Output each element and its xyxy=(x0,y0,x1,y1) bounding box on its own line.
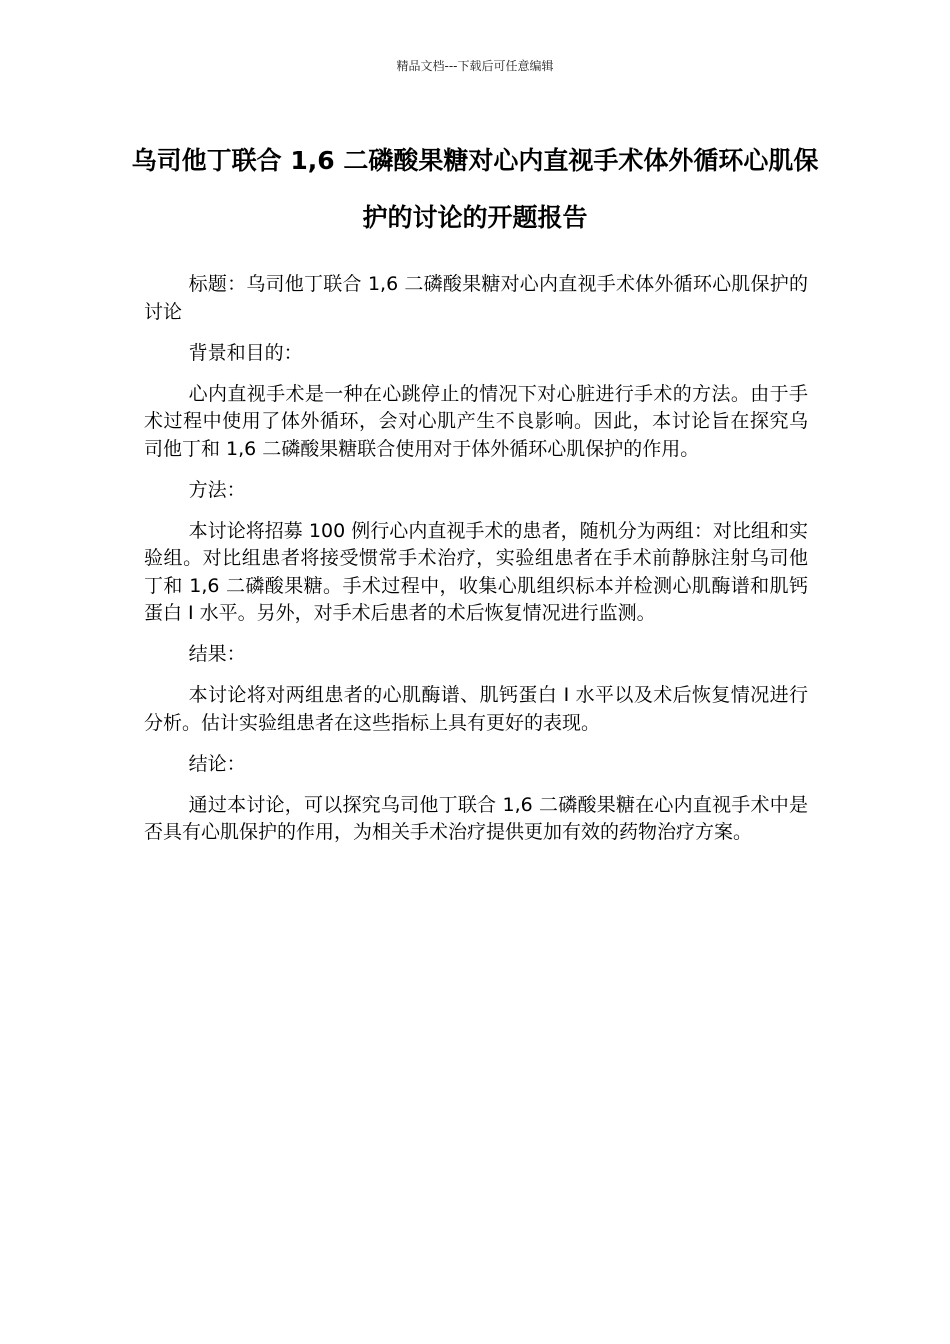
paragraph-conclusion: 通过本讨论，可以探究乌司他丁联合 1,6 二磷酸果糖在心内直视手术中是否具有心肌保护的作用，为相关手术治疗提供更加有效的药物治疗方案。 xyxy=(144,793,808,843)
heading-results: 结果： xyxy=(188,643,246,665)
heading-background: 背景和目的： xyxy=(188,341,303,364)
document-title: 乌司他丁联合 1,6 二磷酸果糖对心内直视手术体外循环心肌保护的讨论的开题报告 xyxy=(131,146,819,232)
heading-methods: 方法： xyxy=(188,478,246,501)
heading-conclusion: 结论： xyxy=(188,752,246,775)
paragraph-background: 心内直视手术是一种在心跳停止的情况下对心脏进行手术的方法。由于手术过程中使用了体外循环，会对心肌产生不良影响。因此，本讨论旨在探究乌司他丁和 1,6 二磷酸果糖联合使用对于体外循环心肌保护的作用。 xyxy=(144,382,808,460)
page-header: 精品文档---下载后可任意编辑 xyxy=(396,59,554,73)
paragraph-results: 本讨论将对两组患者的心肌酶谱、肌钙蛋白 I 水平以及术后恢复情况进行分析。估计实验组患者在这些指标上具有更好的表现。 xyxy=(144,684,808,734)
paragraph-title-line: 标题：乌司他丁联合 1,6 二磷酸果糖对心内直视手术体外循环心肌保护的讨论 xyxy=(144,273,808,323)
paragraph-methods: 本讨论将招募 100 例行心内直视手术的患者，随机分为两组：对比组和实验组。对比组患者将接受惯常手术治疗，实验组患者在手术前静脉注射乌司他丁和 1,6 二磷酸果糖。手术过程中，收集心肌组织标本并检测心肌酶谱和肌钙蛋白 I 水平。另外，对手术后患者的术后恢复情况进行监测。 xyxy=(144,519,808,624)
document-body xyxy=(144,271,808,860)
